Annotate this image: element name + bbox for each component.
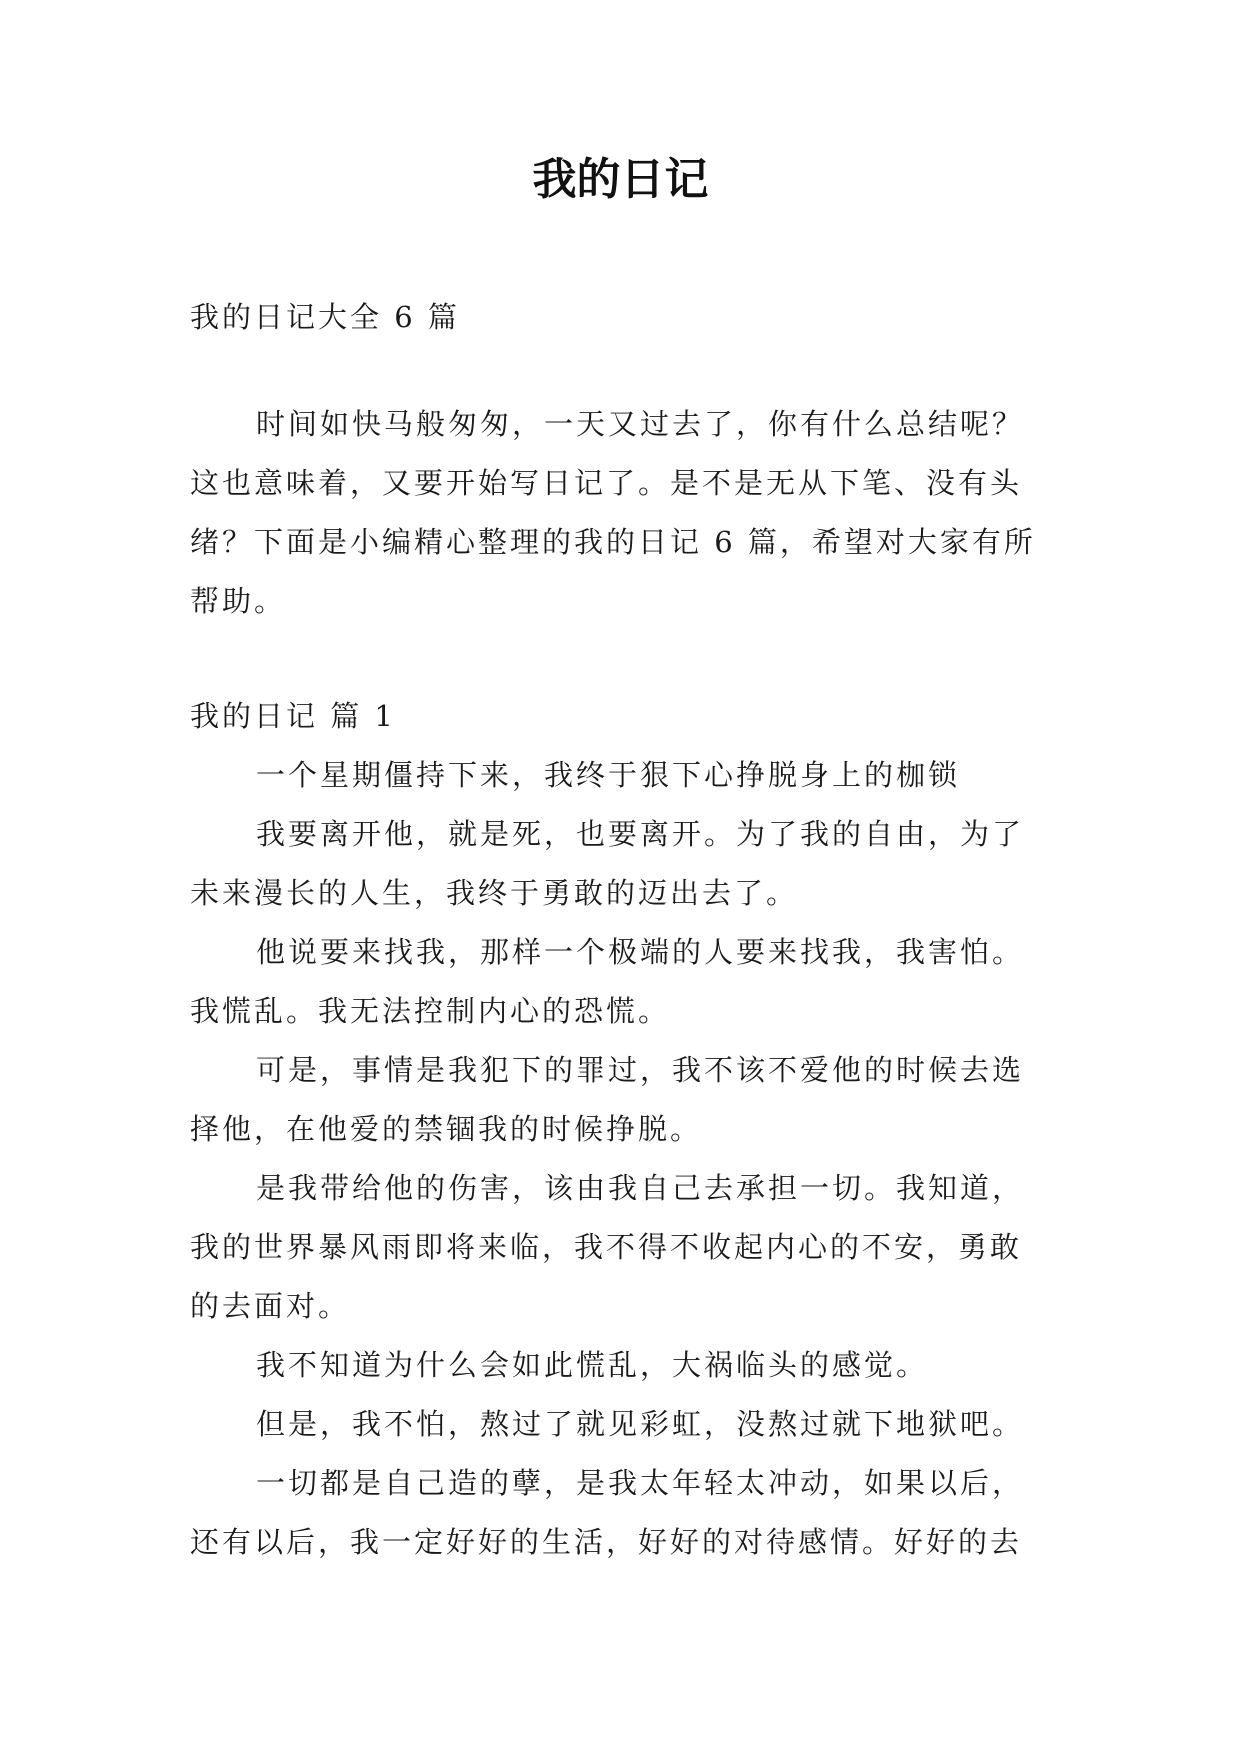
intro-paragraph: 时间如快马般匆匆，一天又过去了，你有什么总结呢？这也意味着，又要开始写日记了。是不是无从下笔、没有头绪？下面是小编精心整理的我的日记 6 篇，希望对大家有所帮助。: [190, 407, 1036, 618]
body-paragraph: 我不知道为什么会如此慌乱，大祸临头的感觉。: [256, 1348, 929, 1382]
document-body: [190, 288, 1050, 1572]
document-subtitle: 我的日记大全 6 篇: [190, 300, 460, 334]
body-paragraph: 是我带给他的伤害，该由我自己去承担一切。我知道，我的世界暴风雨即将来临，我不得不收起内心的不安，勇敢的去面对。: [190, 1171, 1025, 1323]
body-paragraph: 一切都是自己造的孽，是我太年轻太冲动，如果以后，还有以后，我一定好好的生活，好好的对待感情。好好的去: [190, 1466, 1025, 1559]
body-paragraph: 一个星期僵持下来，我终于狠下心挣脱身上的枷锁: [256, 758, 961, 792]
body-paragraph: 我要离开他，就是死，也要离开。为了我的自由，为了未来漫长的人生，我终于勇敢的迈出去了。: [190, 817, 1025, 910]
body-paragraph: 可是，事情是我犯下的罪过，我不该不爱他的时候去选择他，在他爱的禁锢我的时候挣脱。: [190, 1053, 1025, 1146]
document-title: 我的日记: [532, 154, 709, 205]
section-heading: 我的日记 篇 1: [190, 699, 396, 733]
body-paragraph: 他说要来找我，那样一个极端的人要来找我，我害怕。我慌乱。我无法控制内心的恐慌。: [190, 935, 1025, 1028]
body-paragraph: 但是，我不怕，熬过了就见彩虹，没熬过就下地狱吧。: [256, 1407, 1025, 1441]
